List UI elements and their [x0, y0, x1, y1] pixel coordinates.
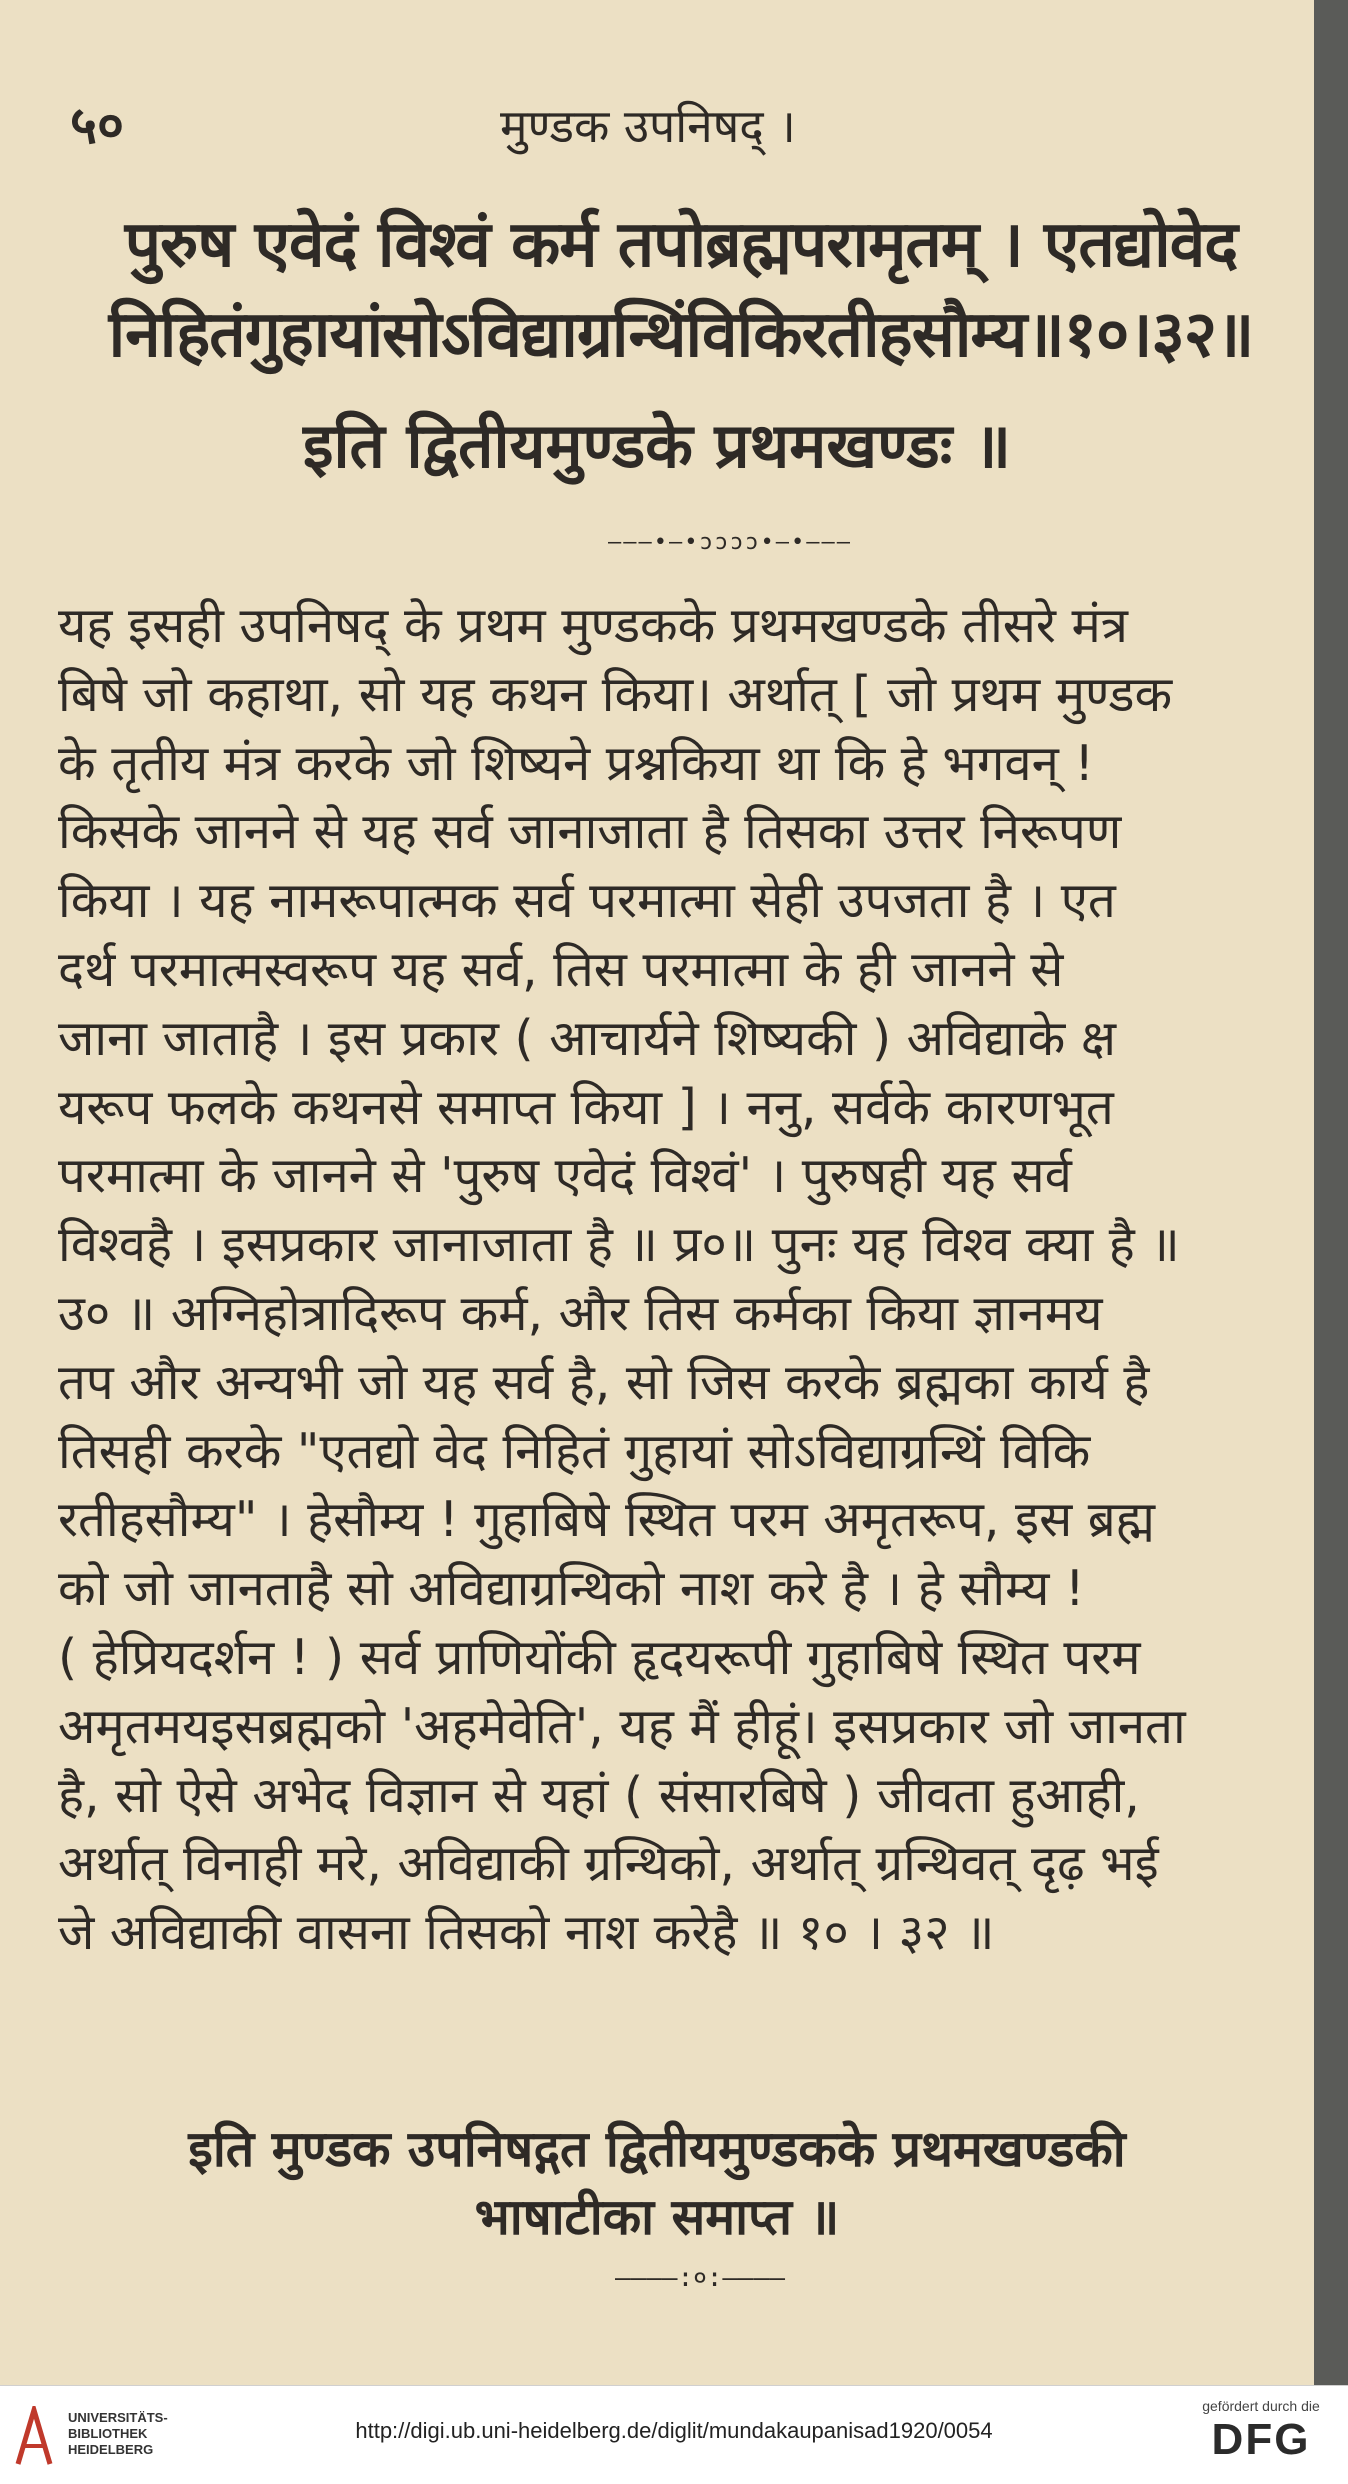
- page-number: ५०: [70, 96, 125, 156]
- commentary-line: अर्थात् विनाही मरे, अविद्याकी ग्रन्थिको, अर्थात् ग्रन्थिवत् दृढ़ भई: [58, 1835, 1159, 1893]
- commentary-line: विश्वहै । इसप्रकार जानाजाता है ॥ प्र०॥ पुनः यह विश्व क्या है ॥: [58, 1216, 1180, 1274]
- dfg-logo: DFG: [1211, 2415, 1311, 2464]
- scan-background-edge: [1314, 0, 1348, 2385]
- commentary-block: [58, 592, 1316, 1968]
- commentary-line: तप और अन्यभी जो यह सर्व है, सो जिस करके ब्रह्मका कार्य है: [58, 1353, 1150, 1411]
- commentary-line: अमृतमयइसब्रह्मको 'अहमेवेति', यह मैं हीहूं। इसप्रकार जो जानता: [58, 1697, 1186, 1755]
- ornament-divider: ———•—•ɔɔɔɔ•—•———: [608, 530, 852, 555]
- viewer-footer: [0, 2385, 1348, 2484]
- section-end-heading: इति द्वितीयमुण्डके प्रथमखण्डः ॥: [303, 409, 1011, 482]
- verse-block: [56, 200, 1306, 380]
- running-title: मुण्डक उपनिषद् ।: [500, 99, 796, 153]
- verse-line: निहितंगुहायांसोऽविद्याग्रन्थिंविकिरतीहसौम्य॥१०।३२॥: [108, 298, 1254, 372]
- commentary-line: जाना जाताहै । इस प्रकार ( आचार्यने शिष्यकी ) अविद्याके क्ष: [58, 1009, 1116, 1067]
- commentary-line: रतीहसौम्य" । हेसौम्य ! गुहाबिषे स्थित परम अमृतरूप, इस ब्रह्म: [58, 1491, 1155, 1549]
- commentary-line: किया । यह नामरूपात्मक सर्व परमात्मा सेही उपजता है । एत: [58, 872, 1116, 930]
- commentary-line: के तृतीय मंत्र करके जो शिष्यने प्रश्नकिया था कि हे भगवन् !: [58, 734, 1095, 792]
- permalink-url[interactable]: http://digi.ub.uni-heidelberg.de/diglit/mundakaupanisad1920/0054: [355, 2418, 993, 2443]
- colophon: [0, 2115, 1314, 2251]
- commentary-line: ( हेप्रियदर्शन ! ) सर्व प्राणियोंकी हृदयरूपी गुहाबिषे स्थित परम: [58, 1628, 1141, 1686]
- library-name: UNIVERSITÄTS- BIBLIOTHEK HEIDELBERG: [68, 2410, 168, 2457]
- running-head: [70, 88, 1254, 158]
- commentary-line: को जो जानताहै सो अविद्याग्रन्थिको नाश करे है । हे सौम्य !: [58, 1560, 1085, 1618]
- commentary-line: है, सो ऐसे अभेद विज्ञान से यहां ( संसारबिषे ) जीवता हुआही,: [58, 1766, 1140, 1824]
- colophon-line: भाषाटीका समाप्त ॥: [474, 2188, 840, 2246]
- commentary-line: बिषे जो कहाथा, सो यह कथन किया। अर्थात् [ जो प्रथम मुण्डक: [58, 665, 1173, 723]
- funder-caption: gefördert durch die: [1202, 2398, 1320, 2414]
- verse-line: पुरुष एवेदं विश्वं कर्म तपोब्रह्मपरामृतम् । एतद्योवेद: [124, 208, 1238, 282]
- end-mark: ————:०:————: [614, 2263, 786, 2293]
- colophon-line: इति मुण्डक उपनिषद्गत द्वितीयमुण्डकके प्रथमखण्डकी: [188, 2120, 1126, 2178]
- commentary-line: परमात्मा के जानने से 'पुरुष एवेदं विश्वं' । पुरुषही यह सर्व: [58, 1147, 1072, 1205]
- commentary-line: किसके जानने से यह सर्व जानाजाता है तिसका उत्तर निरूपण: [58, 803, 1122, 861]
- commentary-line: यह इसही उपनिषद् के प्रथम मुण्डकके प्रथमखण्डके तीसरे मंत्र: [58, 597, 1128, 654]
- commentary-line: तिसही करके "एतद्यो वेद निहितं गुहायां सोऽविद्याग्रन्थिं विकि: [58, 1422, 1091, 1480]
- funder-block: [1186, 2398, 1336, 2466]
- commentary-line: जे अविद्याकी वासना तिसको नाश करेहै ॥ १० । ३२ ॥: [58, 1904, 995, 1962]
- commentary-line: दर्थ परमात्मस्वरूप यह सर्व, तिस परमात्मा के ही जानने से: [58, 940, 1064, 998]
- commentary-line: यरूप फलके कथनसे समाप्त किया ] । ननु, सर्वके कारणभूत: [58, 1078, 1114, 1136]
- commentary-line: उ० ॥ अग्निहोत्रादिरूप कर्म, और तिस कर्मका किया ज्ञानमय: [58, 1284, 1103, 1342]
